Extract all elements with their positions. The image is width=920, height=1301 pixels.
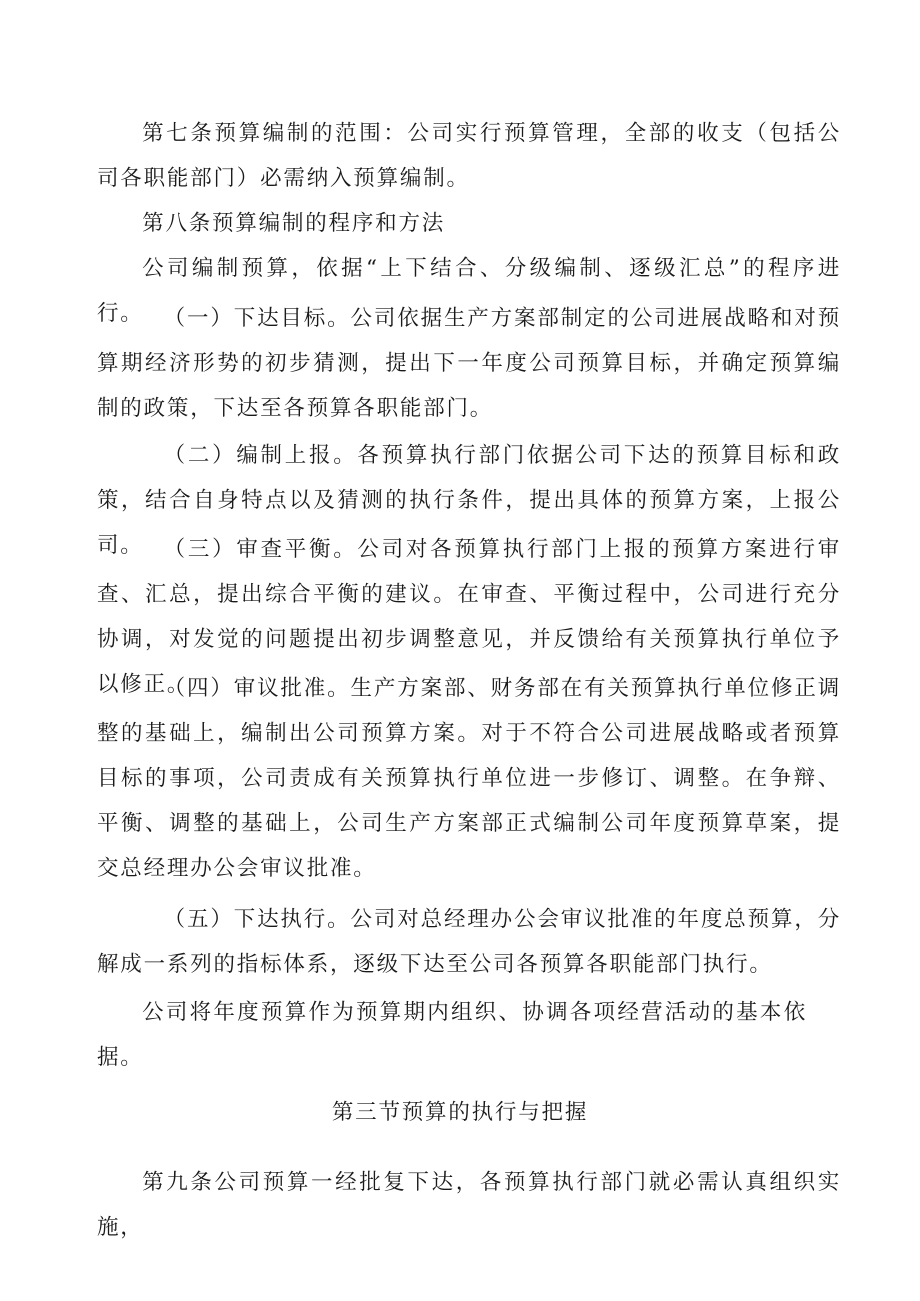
step-2-paragraph: （二）编制上报。各预算执行部门依据公司下达的预算目标和政策，结合自身特点以及猜测的执行条件，提出具体的预算方案，上报公司。 [97,443,841,558]
article-9-paragraph: 第九条公司预算一经批复下达，各预算执行部门就必需认真组织实施， [97,1170,841,1240]
procedure-intro-paragraph: 公司编制预算，依据“上下结合、分级编制、逐级汇总”的程序进行。 [97,256,841,326]
section-3-heading: 第三节预算的执行与把握 [331,1100,589,1125]
step-3-paragraph: （三）审查平衡。公司对各预算执行部门上报的预算方案进行审查、汇总，提出综合平衡的建议。在审查、平衡过程中，公司进行充分协调，对发觉的问题提出初步调整意见，并反馈给有关预算执行单位予以修正。 [97,537,841,697]
step-1-paragraph: （一）下达目标。公司依据生产方案部制定的公司进展战略和对预算期经济形势的初步猜测，提出下一年度公司预算目标，并确定预算编制的政策，下达至各预算各职能部门。 [97,306,841,421]
step-4-paragraph: （四）审议批准。生产方案部、财务部在有关预算执行单位修正调整的基础上，编制出公司预算方案。对于不符合公司进展战略或者预算目标的事项，公司责成有关预算执行单位进一步修订、调整。在争辩、平衡、调整的基础上，公司生产方案部正式编制公司年度预算草案，提交总经理办公会审议批准。 [97,676,841,881]
step-5-paragraph: （五）下达执行。公司对总经理办公会审议批准的年度总预算，分解成一系列的指标体系，逐级下达至公司各预算各职能部门执行。 [97,907,841,977]
article-8-heading: 第八条预算编制的程序和方法 [142,211,446,236]
annual-budget-basis-paragraph: 公司将年度预算作为预算期内组织、协调各项经营活动的基本依据。 [97,1000,807,1070]
article-7-paragraph: 第七条预算编制的范围：公司实行预算管理，全部的收支（包括公司各职能部门）必需纳入预算编制。 [97,121,841,191]
